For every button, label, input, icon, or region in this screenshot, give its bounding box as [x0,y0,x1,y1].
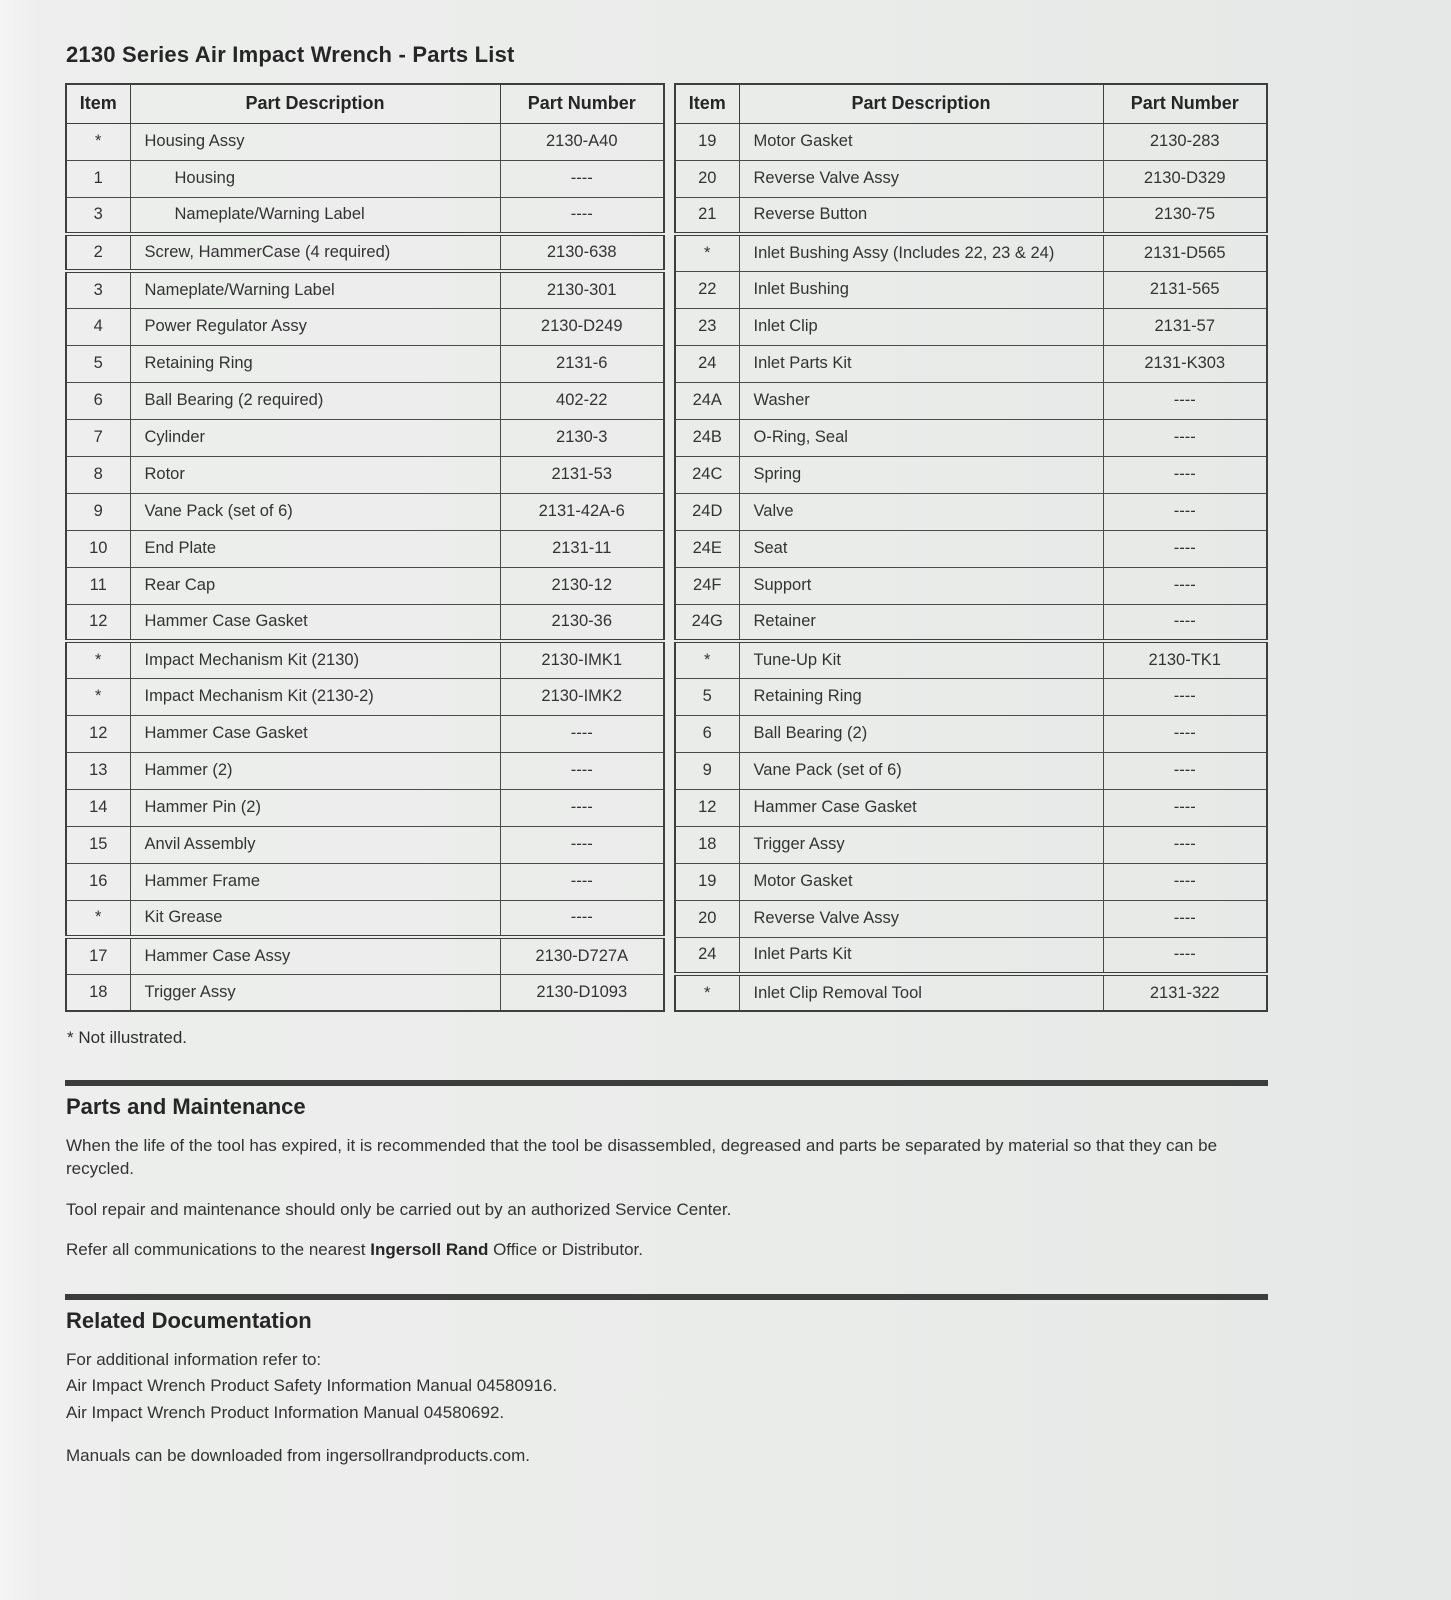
footnote: * Not illustrated. [67,1028,187,1047]
cell-part-number: ---- [500,752,664,789]
cell-part-description: Inlet Bushing Assy (Includes 22, 23 & 24) [739,234,1103,271]
cell-item: * [675,974,739,1011]
cell-part-number: ---- [500,715,664,752]
cell-item: 20 [675,160,739,197]
cell-part-description: Inlet Parts Kit [739,345,1103,382]
table-row [66,900,664,937]
cell-part-description: Inlet Clip [739,308,1103,345]
section-divider [65,1294,1268,1300]
cell-part-number: 2130-3 [500,419,664,456]
cell-part-description: Cylinder [130,419,500,456]
cell-item: 10 [66,530,130,567]
cell-part-number: 2130-D1093 [500,974,664,1011]
cell-part-description: Hammer Case Assy [130,937,500,974]
cell-item: 24B [675,419,739,456]
table-row [675,308,1267,345]
cell-part-number: 2131-K303 [1103,345,1267,382]
cell-item: 23 [675,308,739,345]
cell-item: 12 [66,604,130,641]
cell-part-description: Screw, HammerCase (4 required) [130,234,500,271]
parts-table-left [65,83,665,1012]
page-title: 2130 Series Air Impact Wrench - Parts List [66,42,515,67]
cell-part-number: ---- [1103,937,1267,974]
table-row [66,308,664,345]
cell-item: 24F [675,567,739,604]
cell-part-description: Rotor [130,456,500,493]
cell-part-description: Retainer [739,604,1103,641]
parts-tables [65,83,1268,1012]
documentation-line-3: Air Impact Wrench Product Information Manual 04580692. [66,1403,505,1423]
table-row [66,382,664,419]
header-part-number: Part Number [500,84,664,123]
cell-item: 3 [66,197,130,234]
cell-item: 9 [66,493,130,530]
section-title-parts-maintenance: Parts and Maintenance [66,1094,306,1119]
parts-table-right [674,83,1268,1012]
cell-item: 12 [66,715,130,752]
cell-part-number: ---- [500,160,664,197]
cell-item: 24E [675,530,739,567]
header-description: Part Description [130,84,500,123]
cell-part-description: Trigger Assy [130,974,500,1011]
table-row [675,974,1267,1011]
cell-part-description: Ball Bearing (2 required) [130,382,500,419]
table-row [675,160,1267,197]
cell-part-number: 2131-42A-6 [500,493,664,530]
table-row [675,123,1267,160]
table-row [66,826,664,863]
cell-item: 14 [66,789,130,826]
header-description: Part Description [739,84,1103,123]
cell-item: 19 [675,863,739,900]
cell-part-description: Nameplate/Warning Label [130,271,500,308]
cell-part-number: 2130-75 [1103,197,1267,234]
table-row [675,604,1267,641]
cell-part-description: Kit Grease [130,900,500,937]
cell-part-number: 2131-57 [1103,308,1267,345]
cell-item: * [66,900,130,937]
cell-part-description: Retaining Ring [130,345,500,382]
cell-item: 6 [66,382,130,419]
cell-part-description: Inlet Clip Removal Tool [739,974,1103,1011]
cell-item: 24D [675,493,739,530]
cell-item: 20 [675,900,739,937]
table-row [675,530,1267,567]
cell-part-number: 2130-IMK2 [500,678,664,715]
maintenance-paragraph-1: When the life of the tool has expired, it is recommended that the tool be disassembled, degreased and parts be separated by material so that they can be recycled. [66,1136,1218,1179]
table-row [66,789,664,826]
cell-part-description: O-Ring, Seal [739,419,1103,456]
cell-item: 3 [66,271,130,308]
cell-part-description: Inlet Bushing [739,271,1103,308]
cell-part-description: Hammer Pin (2) [130,789,500,826]
table-row [66,160,664,197]
table-row [675,715,1267,752]
table-row [675,345,1267,382]
cell-part-number: 2131-6 [500,345,664,382]
cell-item: 9 [675,752,739,789]
cell-part-number: 2131-53 [500,456,664,493]
cell-item: * [66,678,130,715]
table-row [66,456,664,493]
documentation-line-4: Manuals can be downloaded from ingersollrandproducts.com. [66,1445,530,1465]
section-parts-maintenance [65,1080,1268,1262]
cell-part-description: Inlet Parts Kit [739,937,1103,974]
table-row [66,604,664,641]
cell-item: 12 [675,789,739,826]
table-row [675,234,1267,271]
table-row [66,419,664,456]
cell-part-number: ---- [1103,715,1267,752]
cell-part-number: 2130-TK1 [1103,641,1267,678]
cell-part-number: 2130-A40 [500,123,664,160]
cell-item: 18 [66,974,130,1011]
cell-part-description: Seat [739,530,1103,567]
cell-part-number: 2130-12 [500,567,664,604]
cell-part-number: ---- [500,197,664,234]
cell-part-description: Rear Cap [130,567,500,604]
maintenance-paragraph-3 [66,1238,1268,1261]
table-row [675,271,1267,308]
cell-part-number: 402-22 [500,382,664,419]
cell-item: 16 [66,863,130,900]
cell-part-description: Reverse Button [739,197,1103,234]
cell-part-description: Washer [739,382,1103,419]
cell-part-description: Nameplate/Warning Label [130,197,500,234]
cell-item: 6 [675,715,739,752]
cell-part-number: ---- [1103,567,1267,604]
cell-part-description: Impact Mechanism Kit (2130) [130,641,500,678]
table-row [66,197,664,234]
table-row [675,752,1267,789]
header-item: Item [675,84,739,123]
section-title-related-documentation: Related Documentation [66,1307,312,1333]
cell-part-description: Vane Pack (set of 6) [130,493,500,530]
cell-part-description: Reverse Valve Assy [739,160,1103,197]
cell-item: 18 [675,826,739,863]
cell-item: 5 [66,345,130,382]
cell-part-description: Valve [739,493,1103,530]
table-row [66,678,664,715]
cell-part-number: ---- [500,900,664,937]
table-row [66,567,664,604]
cell-item: 21 [675,197,739,234]
cell-item: * [66,123,130,160]
cell-part-number: ---- [1103,493,1267,530]
table-row [66,123,664,160]
table-row [66,234,664,271]
cell-part-description: Power Regulator Assy [130,308,500,345]
cell-item: 24A [675,382,739,419]
table-row [675,826,1267,863]
section-related-documentation [65,1294,1268,1467]
cell-part-description: Impact Mechanism Kit (2130-2) [130,678,500,715]
cell-part-number: 2130-D249 [500,308,664,345]
cell-item: 24G [675,604,739,641]
cell-part-description: Hammer Frame [130,863,500,900]
text-after-brand: Office or Distributor. [488,1240,643,1260]
cell-part-description: Spring [739,456,1103,493]
cell-part-number: ---- [1103,604,1267,641]
cell-part-number: 2131-11 [500,530,664,567]
cell-part-number: 2131-565 [1103,271,1267,308]
table-row [66,271,664,308]
cell-part-number: ---- [1103,530,1267,567]
maintenance-paragraph-2: Tool repair and maintenance should only be carried out by an authorized Service Center. [66,1199,732,1219]
table-row [66,863,664,900]
cell-item: 24 [675,345,739,382]
header-part-number: Part Number [1103,84,1267,123]
cell-part-description: Trigger Assy [739,826,1103,863]
cell-item: 2 [66,234,130,271]
cell-part-description: Support [739,567,1103,604]
cell-part-description: Motor Gasket [739,863,1103,900]
cell-item: 19 [675,123,739,160]
cell-part-number: 2130-283 [1103,123,1267,160]
table-row [675,419,1267,456]
cell-part-number: ---- [1103,678,1267,715]
cell-item: 15 [66,826,130,863]
cell-part-description: Ball Bearing (2) [739,715,1103,752]
cell-part-number: 2130-IMK1 [500,641,664,678]
cell-item: * [675,234,739,271]
cell-part-description: Retaining Ring [739,678,1103,715]
cell-part-description: Reverse Valve Assy [739,900,1103,937]
table-row [66,937,664,974]
cell-part-number: ---- [500,863,664,900]
table-row [66,974,664,1011]
table-row [66,493,664,530]
table-row [675,197,1267,234]
cell-part-description: Anvil Assembly [130,826,500,863]
table-row [675,641,1267,678]
table-row [675,456,1267,493]
cell-item: 5 [675,678,739,715]
documentation-line-1: For additional information refer to: [66,1349,322,1369]
table-row [66,530,664,567]
table-row [675,900,1267,937]
table-header-row [66,84,664,123]
cell-part-number: ---- [1103,419,1267,456]
cell-part-number: 2130-36 [500,604,664,641]
table-row [675,937,1267,974]
cell-item: 11 [66,567,130,604]
cell-part-number: ---- [1103,900,1267,937]
cell-item: 17 [66,937,130,974]
table-row [66,345,664,382]
cell-part-number: ---- [500,789,664,826]
documentation-line-2: Air Impact Wrench Product Safety Information Manual 04580916. [66,1376,558,1396]
table-row [675,678,1267,715]
table-row [66,752,664,789]
cell-item: * [675,641,739,678]
table-row [675,493,1267,530]
cell-item: 4 [66,308,130,345]
cell-part-description: Hammer Case Gasket [130,604,500,641]
table-row [66,641,664,678]
cell-part-description: Hammer Case Gasket [739,789,1103,826]
cell-part-number: ---- [500,826,664,863]
cell-part-number: ---- [1103,863,1267,900]
cell-item: 7 [66,419,130,456]
cell-part-number: 2131-D565 [1103,234,1267,271]
cell-part-number: 2130-301 [500,271,664,308]
cell-part-number: 2130-638 [500,234,664,271]
cell-part-number: ---- [1103,789,1267,826]
table-row [675,567,1267,604]
table-row [675,863,1267,900]
cell-part-description: Tune-Up Kit [739,641,1103,678]
cell-part-description: Housing Assy [130,123,500,160]
cell-part-description: End Plate [130,530,500,567]
table-row [675,382,1267,419]
cell-item: 1 [66,160,130,197]
cell-item: 8 [66,456,130,493]
cell-part-number: 2130-D329 [1103,160,1267,197]
table-body-left [66,123,664,1011]
cell-part-description: Housing [130,160,500,197]
section-divider [65,1080,1268,1086]
table-body-right [675,123,1267,1011]
cell-item: 13 [66,752,130,789]
header-item: Item [66,84,130,123]
cell-part-number: ---- [1103,382,1267,419]
cell-part-number: ---- [1103,456,1267,493]
cell-item: 22 [675,271,739,308]
cell-part-number: 2130-D727A [500,937,664,974]
cell-part-number: ---- [1103,826,1267,863]
cell-item: * [66,641,130,678]
cell-part-description: Vane Pack (set of 6) [739,752,1103,789]
cell-part-number: ---- [1103,752,1267,789]
table-row [675,789,1267,826]
cell-part-description: Hammer (2) [130,752,500,789]
cell-item: 24 [675,937,739,974]
cell-item: 24C [675,456,739,493]
text-before-brand: Refer all communications to the nearest [66,1240,371,1260]
cell-part-description: Hammer Case Gasket [130,715,500,752]
cell-part-number: 2131-322 [1103,974,1267,1011]
table-row [66,715,664,752]
table-header-row [675,84,1267,123]
cell-part-description: Motor Gasket [739,123,1103,160]
brand-name: Ingersoll Rand [370,1240,489,1260]
